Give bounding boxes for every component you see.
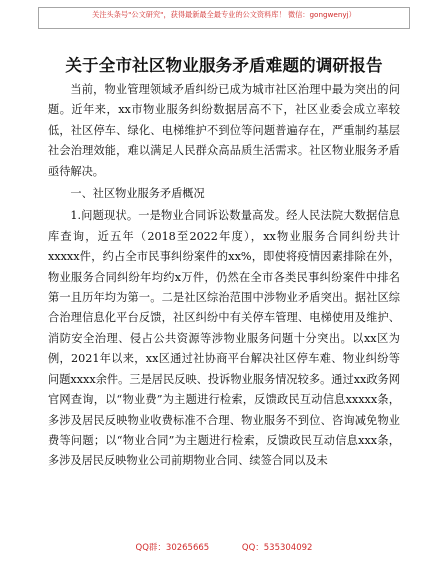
document-title: 关于全市社区物业服务矛盾难题的调研报告 xyxy=(65,56,383,75)
footer-qq: QQ：535304092 xyxy=(241,543,313,553)
header-banner-container xyxy=(0,4,448,36)
header-banner: 关注头条号"公文研究"，获得最新最全最专业的公文资料库！ 微信：gongwenyj） xyxy=(38,7,410,29)
footer-qq-group: QQ群：30265665 xyxy=(135,543,210,553)
section-heading: 一、社区物业服务矛盾概况 xyxy=(70,187,205,201)
footer-contact xyxy=(0,541,448,553)
document-body xyxy=(48,80,400,472)
body-paragraph: 1.问题现状。一是物业合同诉讼数量高发。经人民法院大数据信息库查询，近五年（2018至2022年度），xx物业服务合同纠纷共计xxxxx件，约占全市民事纠纷案件的xx%，即使将疫情因素排除在外，物业服务合同纠纷年均约x万件，仍然在全市各类民事纠纷案件中排名第一且历年均为第一。二是社区综治范围中涉物业矛盾突出。据社区综合治理信息化平台反馈，社区纠纷中有关停车管理、电梯使用及维护、消防安全治理、侵占公共资源等涉物业服务问题十分突出。以xx区为例，2021年以来，xx区通过社协商平台解决社区停车难、物业纠纷等问题xxxx余件。三是居民反映、投诉物业服务情况较多。通过xx政务网官网查询，以“物业费”为主题进行检索，反馈政民互动信息xxxxx条，多涉及居民反映物业收费标准不合理、物业服务不到位、咨询减免物业费等问题；以“物业合同”为主题进行检索，反馈政民互动信息xxx条，多涉及居民反映物业公司前期物业合同、续签合同以及未 xyxy=(48,209,400,468)
intro-paragraph: 当前，物业管理领域矛盾纠纷已成为城市社区治理中最为突出的问题。近年来，xx市物业服务纠纷数据居高不下，社区业委会成立率较低，社区停车、绿化、电梯维护不到位等问题普遍存在，严重制约基层社会治理效能，难以满足人民群众高品质生活需求。社区物业服务矛盾亟待解决。 xyxy=(48,83,400,178)
